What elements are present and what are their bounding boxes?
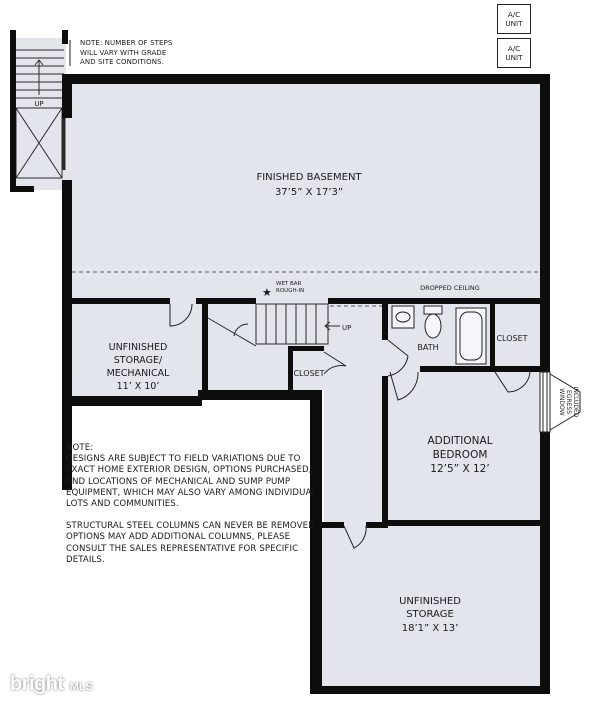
ac-unit-line2: UNIT: [505, 53, 523, 62]
finished-basement-label: FINISHED BASEMENT: [256, 172, 362, 183]
storage-dims: 18’1” X 13’: [401, 623, 459, 634]
wet-bar-label-2: ROUGH-IN: [276, 288, 305, 294]
ac-unit-line1: A/C: [507, 10, 521, 19]
storage-mech-dims: 11’ X 10’: [116, 381, 160, 392]
bottom-note-line: [66, 510, 318, 521]
bottom-note-line: DESIGNS ARE SUBJECT TO FIELD VARIATIONS DUE TO: [66, 454, 301, 465]
bottom-note-line: NOTE:: [66, 443, 94, 453]
bottom-note-line: STRUCTURAL STEEL COLUMNS CAN NEVER BE REMOVED.: [66, 521, 318, 532]
bedroom-dims: 12’5” X 12’: [430, 463, 490, 475]
wet-bar-star: ★: [262, 286, 272, 299]
logo-brand: bright: [10, 672, 64, 695]
bottom-note: [66, 443, 318, 566]
ac-unit: [497, 38, 531, 68]
top-note-line: AND SITE CONDITIONS.: [80, 58, 164, 67]
bottom-note-line: EXACT HOME EXTERIOR DESIGN, OPTIONS PURCHASED,: [66, 465, 312, 476]
egress-label: [558, 387, 579, 418]
logo-suffix: MLS: [69, 681, 93, 693]
storage-mech-label-1: UNFINISHED: [108, 342, 168, 353]
top-note: [80, 39, 172, 68]
bottom-note-line: OPTIONS MAY ADD ADDITIONAL COLUMNS, PLEASE: [66, 532, 291, 543]
closet-center-label: CLOSET: [293, 369, 325, 378]
stair-left-up-label: UP: [34, 100, 44, 108]
bottom-note-line: AND LOCATIONS OF MECHANICAL AND SUMP PUMP: [66, 476, 291, 487]
bottom-note-line: LOTS AND COMMUNITIES.: [66, 499, 179, 510]
egress-label-2: EGRESS: [565, 389, 572, 415]
bottom-note-line: DETAILS.: [66, 554, 105, 565]
ac-unit: [497, 4, 531, 34]
ac-unit-line1: A/C: [507, 44, 521, 53]
bright-mls-logo: [10, 674, 93, 694]
top-note-line: NOTE: NUMBER OF STEPS: [80, 39, 173, 47]
egress-label-3: WINDOW: [558, 388, 565, 416]
storage-label-1: UNFINISHED: [399, 596, 461, 607]
storage-label-2: STORAGE: [406, 609, 454, 620]
storage-mech-label-3: MECHANICAL: [106, 368, 170, 379]
egress-label-1: INCLUDED: [572, 386, 579, 418]
bottom-note-line: EQUIPMENT, WHICH MAY ALSO VARY AMONG INDIVIDUAL: [66, 487, 317, 498]
wet-bar-label-1: WET BAR: [276, 281, 302, 287]
bedroom-label-2: BEDROOM: [432, 449, 488, 461]
ac-unit-line2: UNIT: [505, 19, 523, 28]
storage-mech-label-2: STORAGE/: [113, 355, 163, 366]
top-note-line: WILL VARY WITH GRADE: [80, 48, 167, 57]
bedroom-label-1: ADDITIONAL: [427, 435, 493, 447]
closet-right-label: CLOSET: [496, 334, 528, 343]
dropped-ceiling-label: DROPPED CEILING: [420, 284, 480, 292]
stair-center-up-label: UP: [342, 324, 352, 332]
bottom-note-line: CONSULT THE SALES REPRESENTATIVE FOR SPECIFIC: [66, 543, 299, 554]
finished-basement-dims: 37’5” X 17’3”: [274, 187, 344, 198]
bath-label: BATH: [417, 343, 439, 352]
